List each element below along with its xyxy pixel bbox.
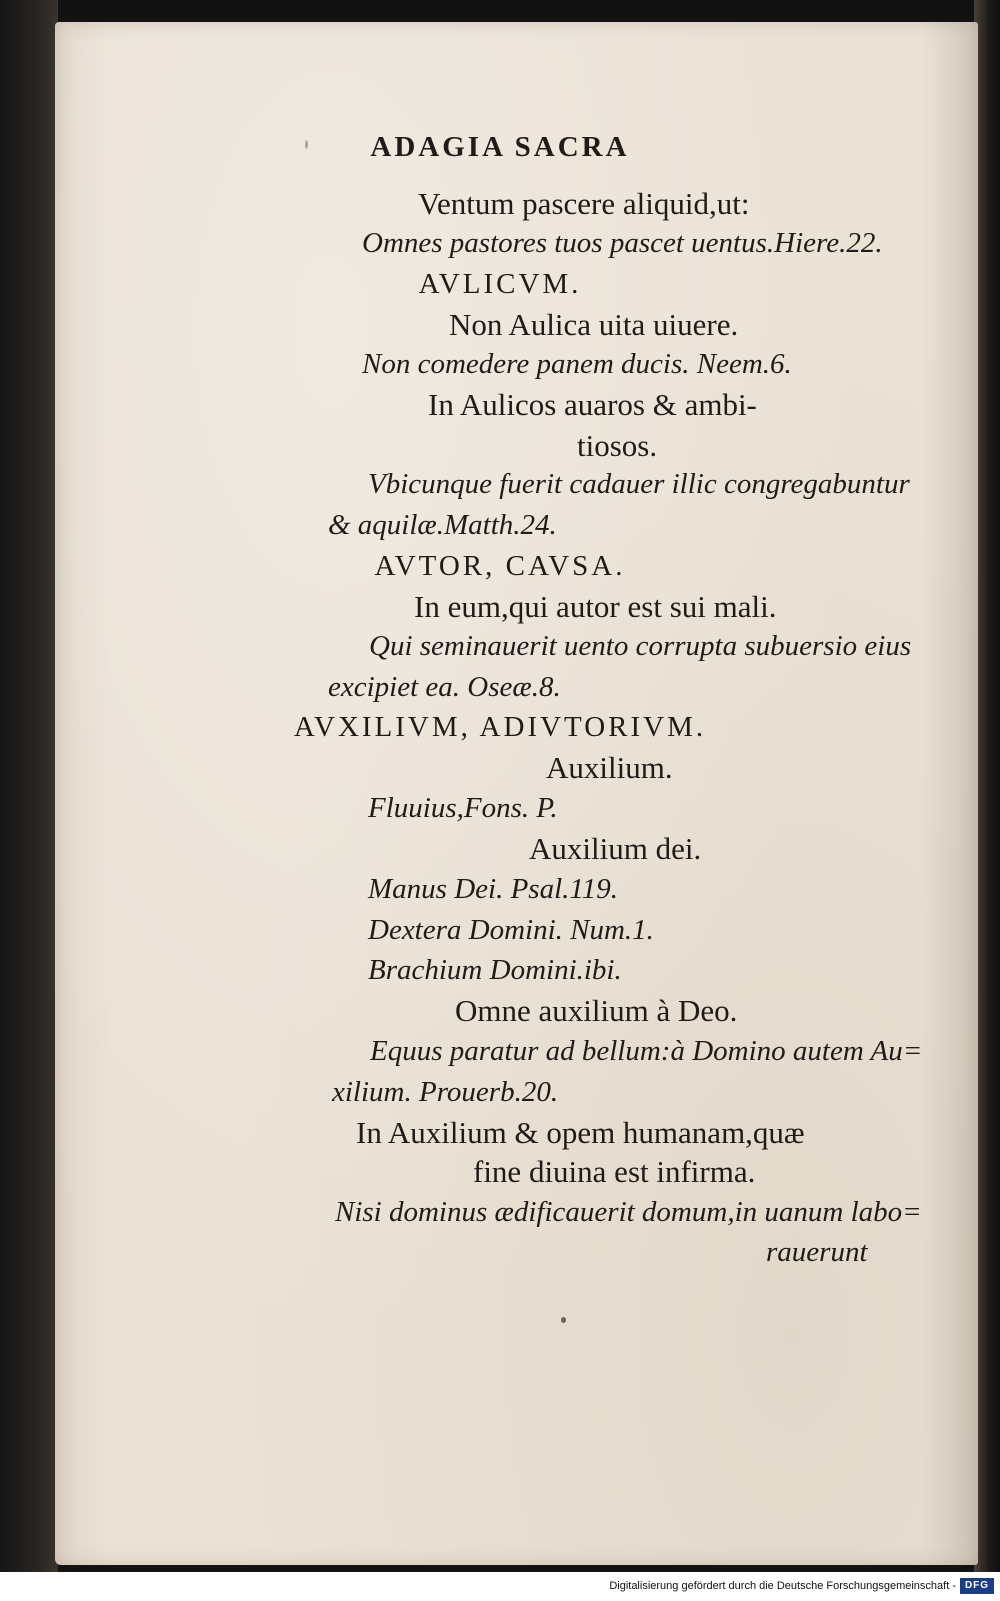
dfg-logo: DFG (960, 1578, 994, 1594)
text-line-16: Fluuius,Fons. P. (368, 792, 558, 824)
section-heading-auxilium: AVXILIVM, ADIVTORIVM. (293, 711, 707, 743)
text-line-5: Non comedere panem ducis. Neem.6. (362, 348, 792, 380)
text-line-17: Auxilium dei. (529, 831, 702, 866)
text-line-7: tiosos. (577, 428, 658, 463)
text-line-12: Qui seminauerit uento corrupta subuersio eius (369, 630, 912, 662)
book-binding-edge (0, 0, 58, 1572)
catchword: rauerunt (766, 1236, 868, 1268)
text-line-22: Equus paratur ad bellum:à Domino autem Au= (370, 1035, 923, 1067)
text-line-15: Auxilium. (546, 750, 673, 785)
text-line-23: xilium. Prouerb.20. (332, 1076, 559, 1108)
text-line-24: In Auxilium & opem humanam,quæ (356, 1115, 805, 1150)
footer-bar (0, 1572, 1000, 1601)
text-line-2: Omnes pastores tuos pascet uentus.Hiere.22. (362, 227, 883, 259)
funding-credit: Digitalisierung gefördert durch die Deutsche Forschungsgemeinschaft - (609, 1580, 956, 1592)
text-line-26: Nisi dominus ædificauerit domum,in uanum labo= (335, 1196, 922, 1228)
text-line-20: Brachium Domini.ibi. (368, 954, 622, 986)
text-line-11: In eum,qui autor est sui mali. (414, 589, 777, 624)
text-line-6: In Aulicos auaros & ambi- (428, 387, 757, 422)
text-line-9: & aquilæ.Matth.24. (328, 509, 557, 541)
text-line-19: Dextera Domini. Num.1. (368, 914, 654, 946)
text-line-13: excipiet ea. Oseæ.8. (328, 671, 561, 703)
paper-speck (561, 1317, 566, 1323)
text-line-21: Omne auxilium à Deo. (455, 993, 738, 1028)
text-line-18: Manus Dei. Psal.119. (368, 873, 618, 905)
text-line-4: Non Aulica uita uiuere. (449, 307, 739, 342)
text-line-8: Vbicunque fuerit cadauer illic congregabuntur (368, 468, 910, 500)
section-heading-aulicum: AVLICVM. (418, 268, 582, 300)
text-line-1: Ventum pascere aliquid,ut: (418, 186, 750, 221)
running-header: ADAGIA SACRA (370, 131, 630, 163)
section-heading-autor-causa: AVTOR, CAVSA. (374, 550, 626, 582)
text-line-25: fine diuina est infirma. (473, 1154, 756, 1189)
